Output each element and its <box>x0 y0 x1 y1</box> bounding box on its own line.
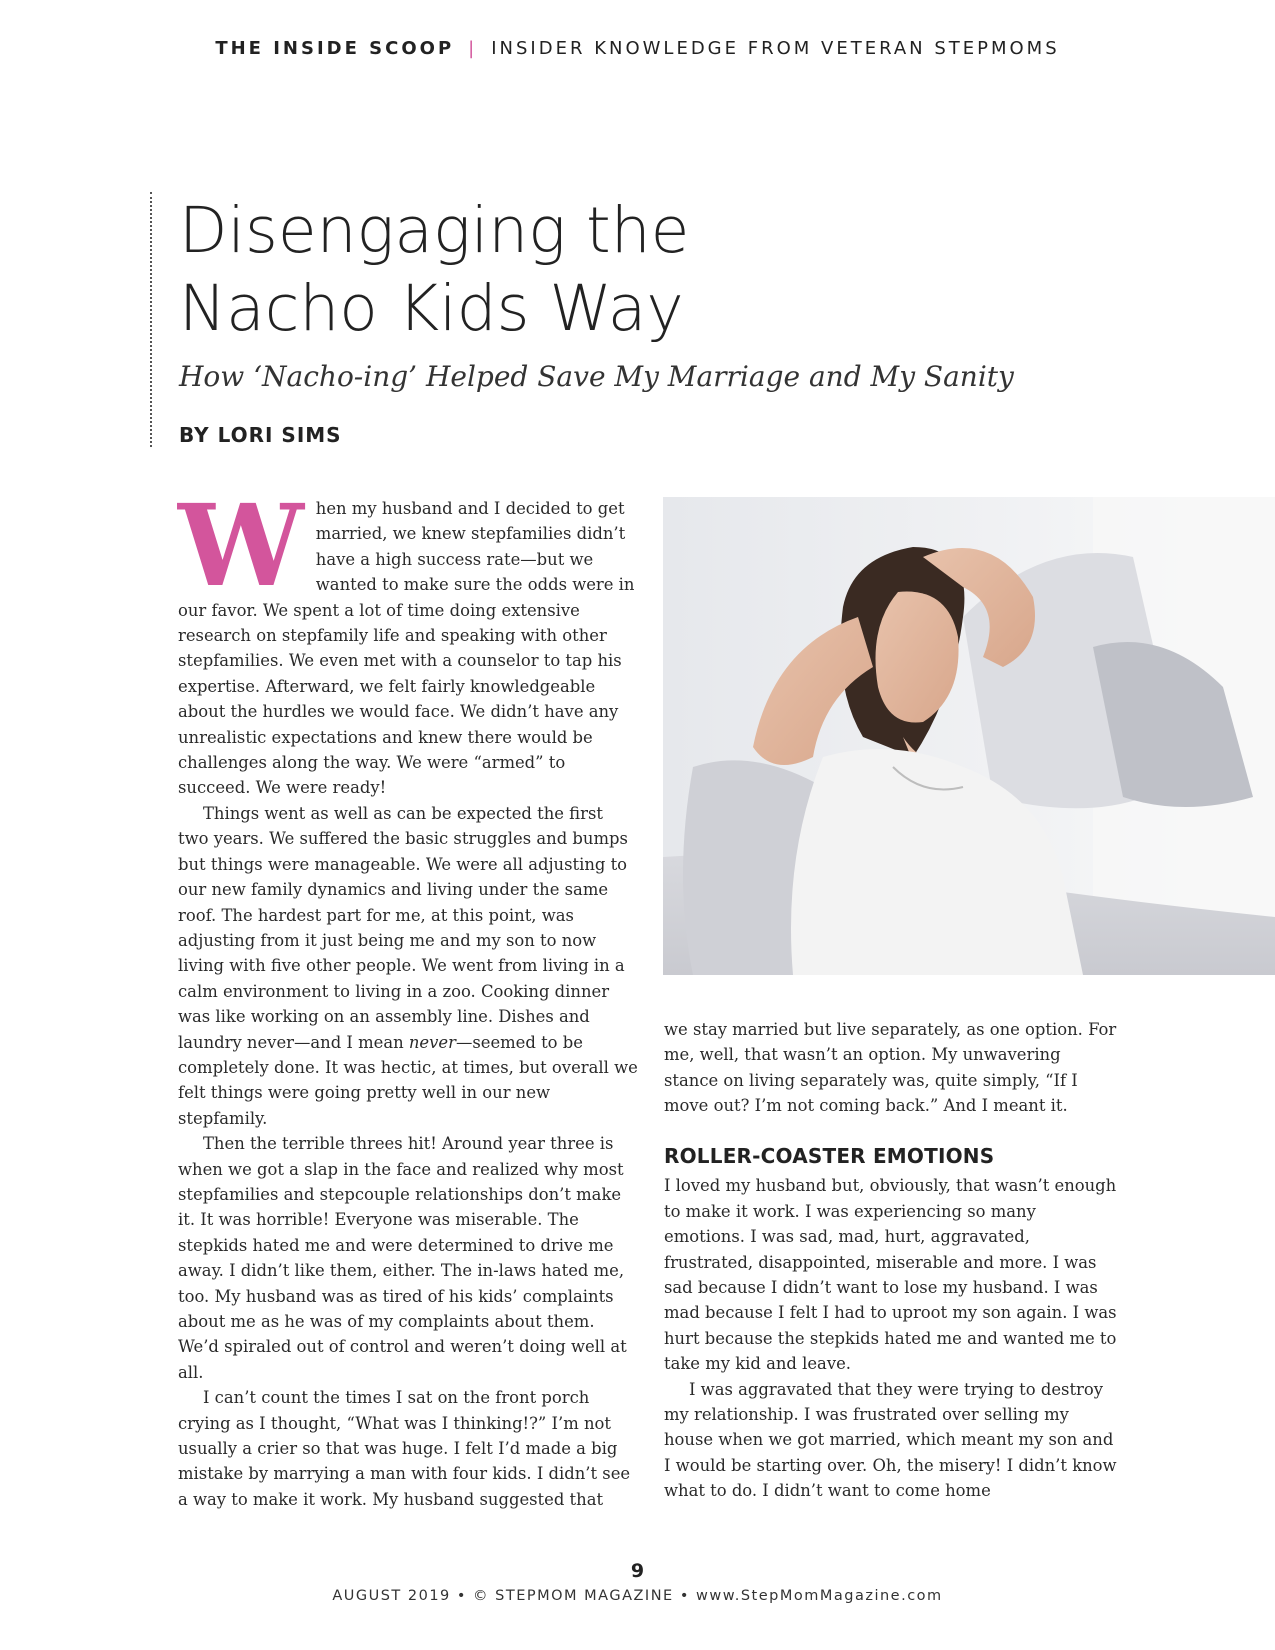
paragraph-6: I loved my husband but, obviously, that wasn’t enough to make it work. I was experiencing so many emotions. I was sad, mad, hurt, aggravated, frustrated, disappointed, miserable and more. I was sad because I didn’t want to lose my husband. I was mad because I felt I had to uproot my son again. I was hurt because the stepkids hated me and wanted me to take my kid and leave. <box>664 1176 1117 1374</box>
paragraph-3: Then the terrible threes hit! Around year three is when we got a slap in the face and realized why most stepfamilies and stepcouple relationships don’t make it. It was horrible! Everyone was miserable. The stepkids hated me and were determined to drive me away. I didn’t like them, either. The in-laws hated me, too. My husband was as tired of his kids’ complaints about me as he was of my complaints about them. We’d spiraled out of control and weren’t doing well at all. <box>178 1134 627 1382</box>
drop-cap: W <box>178 481 304 612</box>
title-line-1: Disengaging the <box>179 194 690 267</box>
page-header <box>0 38 1275 59</box>
paragraph-5: we stay married but live separately, as one option. For me, well, that wasn’t an option. My unwavering stance on living separately was, quite simply, “If I move out? I’m not coming back.” And I meant it. <box>664 1020 1117 1116</box>
header-tagline: INSIDER KNOWLEDGE FROM VETERAN STEPMOMS <box>491 38 1060 59</box>
title-line-2: Nacho Kids Way <box>179 272 684 345</box>
page-number: 9 <box>630 1560 645 1582</box>
article-subtitle: How ‘Nacho-ing’ Helped Save My Marriage and My Sanity <box>179 360 1014 393</box>
footer-line: AUGUST 2019 • © STEPMOM MAGAZINE • www.StepMomMagazine.com <box>332 1588 943 1604</box>
paragraph-2: Things went as well as can be expected the first two years. We suffered the basic struggles and bumps but things were manageable. We were all adjusting to our new family dynamics and living under the same roof. The hardest part for me, at this point, was adjusting from it just being me and my son to now living with five other people. We went from living in a calm environment to living in a zoo. Cooking dinner was like working on an assembly line. Dishes and laundry never—and I mean never—seemed to be completely done. It was hectic, at times, but overall we felt things were going pretty well in our new stepfamily. <box>178 803 638 1128</box>
section-heading: ROLLER-COASTER EMOTIONS <box>664 1144 995 1168</box>
paragraph-4: I can’t count the times I sat on the front porch crying as I thought, “What was I thinking!?” I’m not usually a crier so that was huge. I felt I’d made a big mistake by marrying a man with four kids. I didn’t see a way to make it work. My husband suggested that <box>178 1388 631 1509</box>
paragraph-7: I was aggravated that they were trying to destroy my relationship. I was frustrated over selling my house when we got married, which meant my son and I would be starting over. Oh, the misery! I didn’t know what to do. I didn’t want to come home <box>664 1379 1117 1501</box>
left-column <box>178 481 638 1512</box>
title-block <box>150 192 1179 447</box>
article-title <box>179 192 1179 348</box>
right-column-lower <box>664 1144 1119 1504</box>
article-photo <box>663 497 1275 975</box>
byline: BY LORI SIMS <box>179 423 342 447</box>
section-name: THE INSIDE SCOOP <box>215 38 455 59</box>
paragraph-1: When my husband and I decided to get married, we knew stepfamilies didn’t have a high success rate—but we wanted to make sure the odds were in our favor. We spent a lot of time doing extensive research on stepfamily life and speaking with other stepfamilies. We even met with a counselor to tap his expertise. Afterward, we felt fairly knowledgeable about the hurdles we would face. We didn’t have any unrealistic expectations and knew there would be challenges along the way. We were “armed” to succeed. We were ready! <box>178 481 635 798</box>
header-separator: | <box>468 38 478 59</box>
right-column-upper <box>664 1017 1119 1119</box>
